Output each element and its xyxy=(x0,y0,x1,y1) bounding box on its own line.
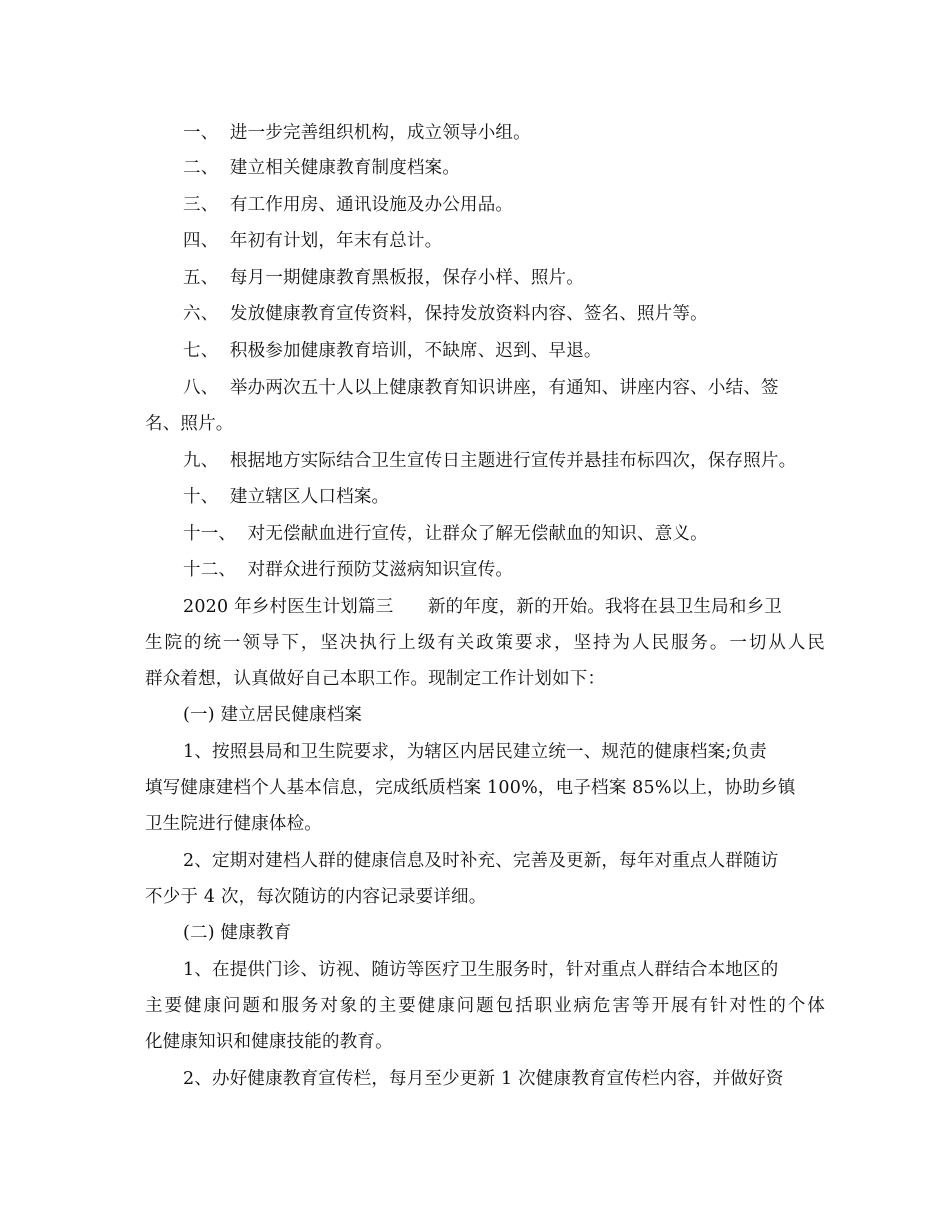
text-line-24: 1、在提供门诊、访视、随访等医疗卫生服务时，针对重点人群结合本地区的 xyxy=(183,960,779,980)
text-line-8: 八、 举办两次五十人以上健康教育知识讲座，有通知、讲座内容、小结、签 xyxy=(183,378,779,398)
text-line-11: 十、 建立辖区人口档案。 xyxy=(183,487,390,507)
text-line-12: 十一、 对无偿献血进行宣传，让群众了解无偿献血的知识、意义。 xyxy=(183,524,708,544)
text-line-22: 不少于 4 次，每次随访的内容记录要详细。 xyxy=(145,887,487,907)
text-line-19: 填写健康建档个人基本信息，完成纸质档案 100%，电子档案 85%以上，协助乡镇 xyxy=(145,778,796,798)
text-line-21: 2、定期对建档人群的健康信息及时补充、完善及更新，每年对重点人群随访 xyxy=(183,851,779,871)
text-line-17: (一) 建立居民健康档案 xyxy=(183,705,363,725)
text-line-2: 二、 建立相关健康教育制度档案。 xyxy=(183,158,461,178)
text-line-6: 六、 发放健康教育宣传资料，保持发放资料内容、签名、照片等。 xyxy=(183,304,708,324)
text-line-10: 九、 根据地方实际结合卫生宣传日主题进行宣传并悬挂布标四次，保存照片。 xyxy=(183,451,797,471)
text-line-7: 七、 积极参加健康教育培训，不缺席、迟到、早退。 xyxy=(183,341,602,361)
text-line-15: 生院的统一领导下，坚决执行上级有关政策要求，坚持为人民服务。一切从人民 xyxy=(145,633,825,653)
text-line-16: 群众着想，认真做好自己本职工作。现制定工作计划如下： xyxy=(145,669,606,689)
text-line-4: 四、 年初有计划，年末有总计。 xyxy=(183,231,443,251)
text-line-26: 化健康知识和健康技能的教育。 xyxy=(145,1032,393,1052)
text-line-25: 主要健康问题和服务对象的主要健康问题包括职业病危害等开展有针对性的个体 xyxy=(145,996,825,1016)
text-line-3: 三、 有工作用房、通讯设施及办公用品。 xyxy=(183,195,514,215)
text-line-5: 五、 每月一期健康教育黑板报，保存小样、照片。 xyxy=(183,268,584,288)
text-line-23: (二) 健康教育 xyxy=(183,923,292,943)
text-line-14: 2020 年乡村医生计划篇三 新的年度，新的开始。我将在县卫生局和乡卫 xyxy=(183,597,782,617)
text-line-1: 一、 进一步完善组织机构，成立领导小组。 xyxy=(183,123,531,143)
text-line-9: 名、照片。 xyxy=(145,414,234,434)
text-line-18: 1、按照县局和卫生院要求，为辖区内居民建立统一、规范的健康档案;负责 xyxy=(183,742,767,762)
text-line-27: 2、办好健康教育宣传栏，每月至少更新 1 次健康教育宣传栏内容，并做好资 xyxy=(183,1069,784,1089)
text-line-13: 十二、 对群众进行预防艾滋病知识宣传。 xyxy=(183,560,514,580)
text-line-20: 卫生院进行健康体检。 xyxy=(145,814,322,834)
